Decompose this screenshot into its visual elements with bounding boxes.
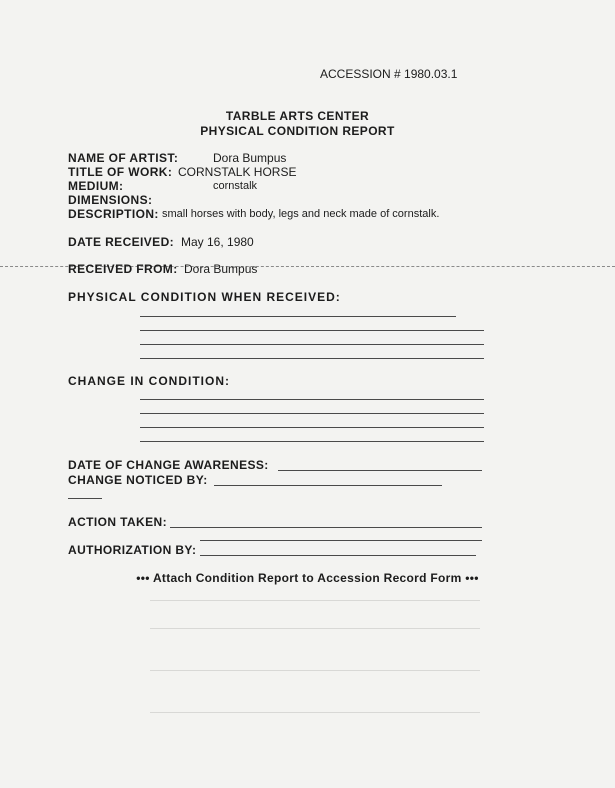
physical-condition-line-3 bbox=[140, 344, 484, 345]
physical-condition-label: PHYSICAL CONDITION WHEN RECEIVED: bbox=[68, 290, 341, 304]
change-in-condition-label: CHANGE IN CONDITION: bbox=[68, 374, 230, 388]
date-received-value: May 16, 1980 bbox=[181, 235, 254, 249]
physical-condition-line-2 bbox=[140, 330, 484, 331]
action-taken-line-2 bbox=[200, 540, 482, 541]
authorization-by-label: AUTHORIZATION BY: bbox=[68, 543, 197, 557]
artist-value: Dora Bumpus bbox=[213, 151, 287, 165]
physical-condition-line-1 bbox=[140, 316, 456, 317]
change-noticed-by-line bbox=[214, 485, 442, 486]
medium-label: MEDIUM: bbox=[68, 179, 124, 193]
description-label: DESCRIPTION: bbox=[68, 207, 159, 221]
attach-instruction: ••• Attach Condition Report to Accession Record Form ••• bbox=[136, 571, 479, 585]
received-from-value: Dora Bumpus bbox=[184, 262, 258, 276]
change-condition-line-1 bbox=[140, 399, 484, 400]
received-from-label: RECEIVED FROM: bbox=[68, 262, 178, 276]
show-through-line-4 bbox=[150, 712, 480, 713]
physical-condition-line-4 bbox=[140, 358, 484, 359]
dimensions-label: DIMENSIONS: bbox=[68, 193, 153, 207]
artist-label: NAME OF ARTIST: bbox=[68, 151, 179, 165]
change-condition-line-3 bbox=[140, 427, 484, 428]
change-condition-line-4 bbox=[140, 441, 484, 442]
description-value: small horses with body, legs and neck made of cornstalk. bbox=[162, 208, 440, 220]
date-of-change-line bbox=[278, 470, 482, 471]
change-condition-line-2 bbox=[140, 413, 484, 414]
show-through-line-2 bbox=[150, 628, 480, 629]
short-rule bbox=[68, 498, 102, 499]
org-name: TARBLE ARTS CENTER bbox=[225, 109, 370, 123]
title-value: CORNSTALK HORSE bbox=[178, 165, 297, 179]
show-through-line-1 bbox=[150, 600, 480, 601]
action-taken-line-1 bbox=[170, 527, 482, 528]
date-received-label: DATE RECEIVED: bbox=[68, 235, 175, 249]
show-through-line-3 bbox=[150, 670, 480, 671]
change-noticed-by-label: CHANGE NOTICED BY: bbox=[68, 473, 208, 487]
action-taken-label: ACTION TAKEN: bbox=[68, 515, 167, 529]
accession-number: ACCESSION # 1980.03.1 bbox=[320, 67, 458, 81]
title-label: TITLE OF WORK: bbox=[68, 165, 173, 179]
medium-value: cornstalk bbox=[213, 180, 258, 192]
date-of-change-label: DATE OF CHANGE AWARENESS: bbox=[68, 458, 269, 472]
authorization-by-line bbox=[200, 555, 476, 556]
report-title: PHYSICAL CONDITION REPORT bbox=[200, 124, 395, 138]
